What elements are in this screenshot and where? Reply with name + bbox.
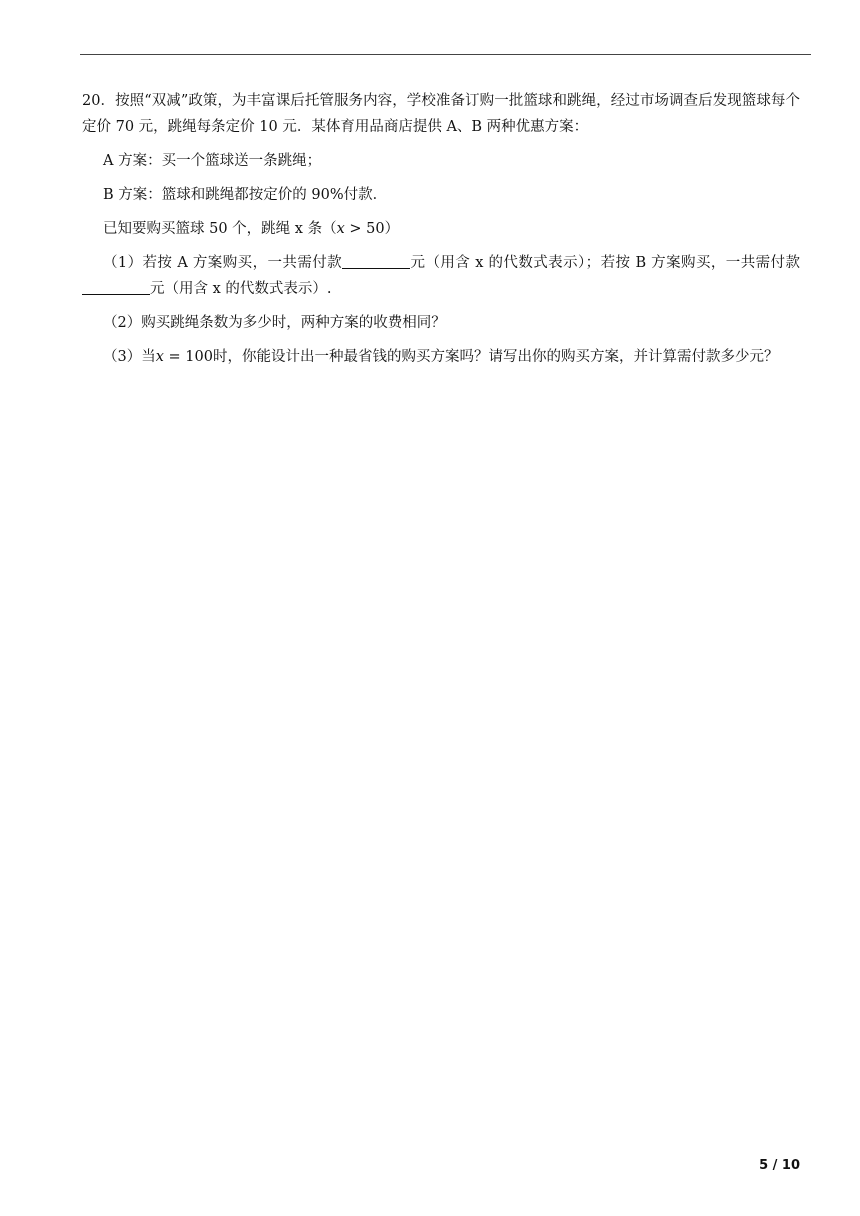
header-rule xyxy=(80,54,811,55)
part-2: （2）购买跳绳条数为多少时，两种方案的收费相同？ xyxy=(103,315,446,331)
question-intro-text: 按照“双减”政策，为丰富课后托管服务内容，学校准备订购一批篮球和跳绳，经过市场调查后发现篮球每个定价 70 元，跳绳每条定价 10 元．某体育用品商店提供 A、B 两种优惠方案： xyxy=(82,93,801,135)
question-number-separator: ． xyxy=(100,93,116,109)
part-1-text-a: （1）若按 A 方案购买，一共需付款 xyxy=(103,255,343,271)
part-3-num: 100 xyxy=(185,349,213,365)
given-prefix: 已知要购买篮球 50 个，跳绳 x 条（ xyxy=(103,221,337,237)
question-intro xyxy=(82,88,800,140)
plan-a: A 方案：买一个篮球送一条跳绳； xyxy=(103,153,322,169)
question-20 xyxy=(82,88,800,378)
page-number: 5 / 10 xyxy=(759,1158,800,1173)
given-inequality xyxy=(337,221,385,237)
part-1-text-c: 元（用含 x 的代数式表示）. xyxy=(150,281,332,297)
part-3-prefix: （3）当 xyxy=(103,349,156,365)
part-1 xyxy=(82,250,800,302)
question-number: 20 xyxy=(82,93,101,109)
part-3 xyxy=(82,344,800,370)
given-condition xyxy=(82,216,800,242)
part-3-suffix: 时，你能设计出一种最省钱的购买方案吗？请写出你的购买方案，并计算需付款多少元？ xyxy=(212,349,779,365)
answer-blank-a xyxy=(342,252,410,269)
part-1-text-b: 元（用含 x 的代数式表示）；若按 B 方案购买，一共需付款 xyxy=(410,255,800,271)
part-3-op: = xyxy=(163,349,186,365)
plan-b: B 方案：篮球和跳绳都按定价的 90%付款． xyxy=(103,187,388,203)
given-suffix: ） xyxy=(384,221,400,237)
given-num: 50 xyxy=(366,221,385,237)
part-3-equation xyxy=(156,349,213,365)
answer-blank-b xyxy=(82,278,150,295)
given-op: > xyxy=(344,221,367,237)
given-var: x xyxy=(336,221,345,237)
part-3-var: x xyxy=(155,349,164,365)
